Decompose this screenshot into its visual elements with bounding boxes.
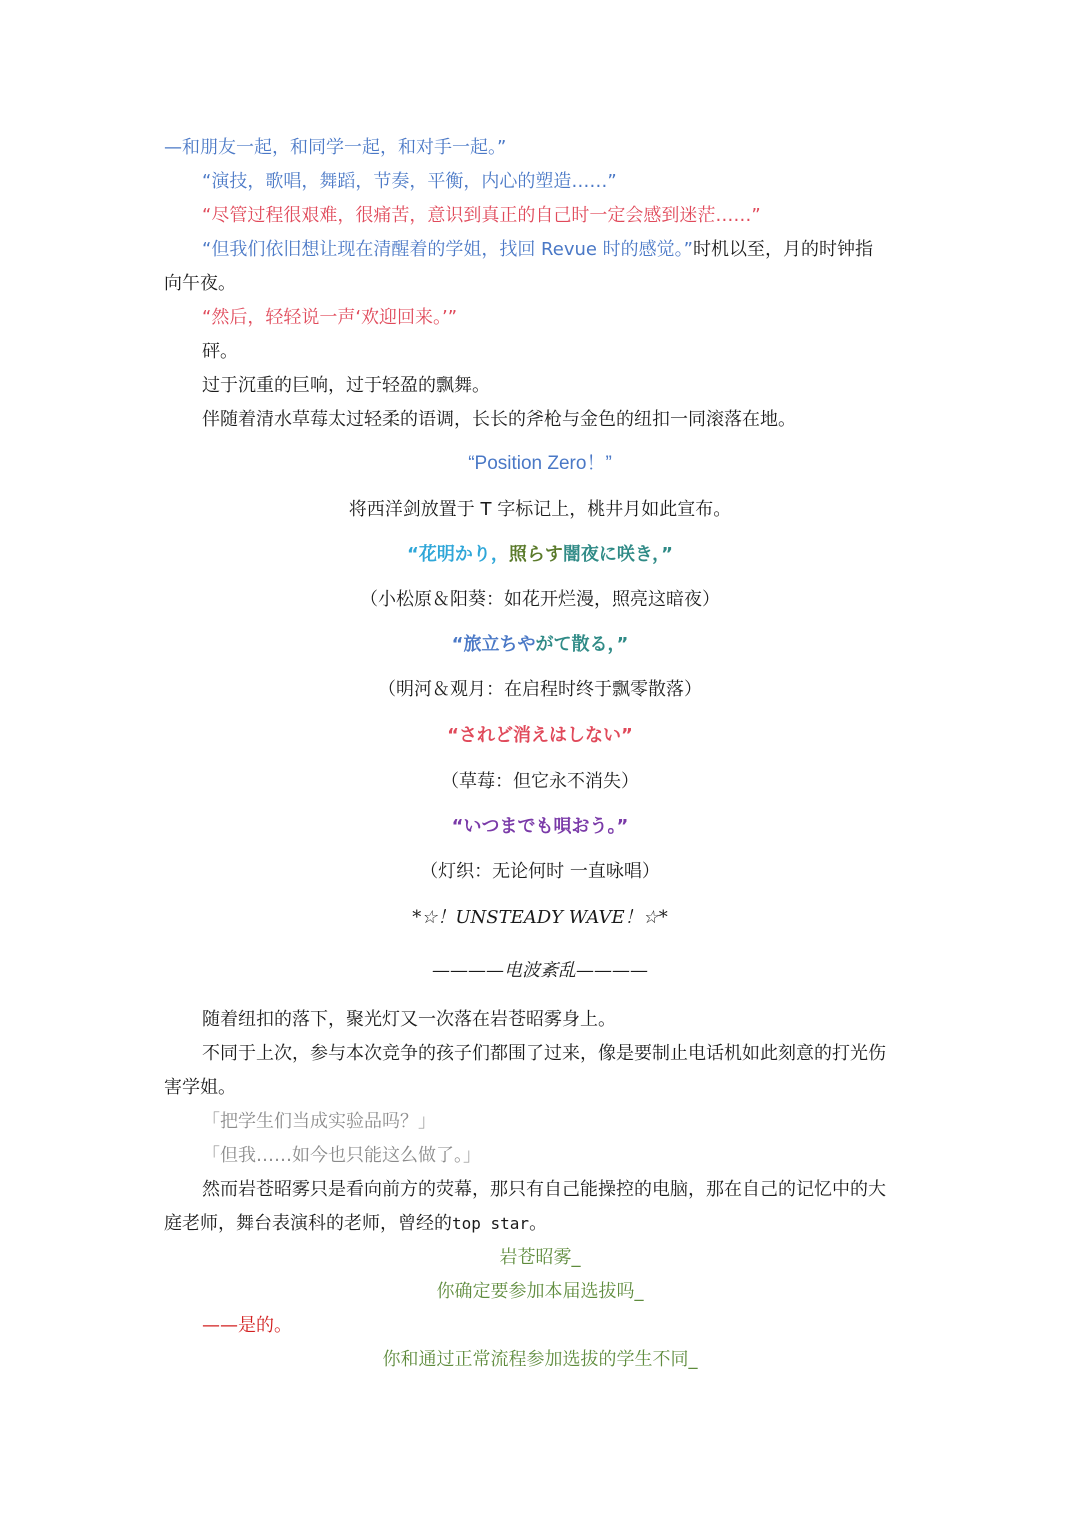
narration-term: top star [452, 1214, 530, 1233]
dialogue-line: —和朋友一起，和同学一起，和对手一起。” [164, 137, 507, 158]
lyric-line: “いつまでも唄おう。” [451, 816, 629, 837]
song-subtitle: ————电波紊乱———— [432, 960, 648, 981]
lyric-part: 闇夜に咲き，” [562, 544, 673, 565]
narration-line: 然而岩苍昭雾只是看向前方的荧幕，那只有自己能操控的电脑，那在自己的记忆中的大 [202, 1179, 886, 1200]
position-zero-call: “Position Zero！” [468, 453, 612, 474]
dialogue-line: “然后，轻轻说一声‘欢迎回来。’” [202, 307, 458, 328]
narration-line: 砰。 [202, 341, 238, 362]
narration-line: 过于沉重的巨响，过于轻盈的飘舞。 [202, 375, 490, 396]
narration-line: 不同于上次，参与本次竞争的孩子们都围了过来，像是要制止电话机如此刻意的打光伤 [202, 1043, 886, 1064]
screen-text: 你确定要参加本届选拔吗_ [436, 1281, 644, 1302]
lyric-translation: （草莓：但它永不消失） [441, 771, 639, 792]
lyric-line: “されど消えはしない” [447, 725, 633, 746]
lyric-part: “花明かり， [407, 544, 509, 565]
lyric-part: “旅立ちや [451, 634, 536, 655]
dialogue-line [202, 238, 873, 262]
narration-line: 随着纽扣的落下，聚光灯又一次落在岩苍昭雾身上。 [202, 1009, 616, 1030]
dialogue-line: “演技，歌唱，舞蹈，节奏，平衡，内心的塑造……” [202, 171, 617, 192]
narration-line [164, 1212, 547, 1236]
narration-line: 伴随着清水草莓太过轻柔的语调，长长的斧枪与金色的纽扣一同滚落在地。 [202, 409, 796, 430]
narration-line: 将西洋剑放置于 T 字标记上，桃井月如此宣布。 [348, 499, 732, 520]
dialogue-line: “尽管过程很艰难，很痛苦，意识到真正的自己时一定会感到迷茫……” [202, 205, 761, 226]
lyric-translation: （小松原＆阳葵：如花开烂漫，照亮这暗夜） [360, 589, 720, 610]
narration-text: 庭老师，舞台表演科的老师，曾经的 [164, 1213, 452, 1234]
inner-thought-line: 「但我……如今也只能这么做了。」 [202, 1145, 481, 1166]
lyric-part: がて散る，” [535, 634, 629, 655]
screen-text: 岩苍昭雾_ [499, 1247, 581, 1268]
narration-text: 时机以至，月的时钟指 [693, 239, 873, 260]
narration-line: 向午夜。 [164, 273, 236, 294]
inner-thought-line: 「把学生们当成实验品吗？」 [202, 1111, 436, 1132]
lyric-part: 照らす [508, 544, 563, 565]
lyric-line [0, 543, 1080, 567]
narration-line: 害学姐。 [164, 1077, 236, 1098]
reply-line: ——是的。 [202, 1315, 292, 1336]
lyric-translation: （灯织：无论何时 一直咏唱） [420, 861, 660, 882]
lyric-line [0, 633, 1080, 657]
dialogue-quote: “但我们依旧想让现在清醒着的学姐，找回 Revue 时的感觉。” [202, 239, 693, 260]
narration-text: 。 [529, 1213, 548, 1234]
lyric-translation: （明河＆观月：在启程时终于飘零散落） [378, 679, 702, 700]
screen-text: 你和通过正常流程参加选拔的学生不同_ [382, 1349, 698, 1370]
song-title: *☆！UNSTEADY WAVE！☆* [412, 907, 668, 928]
